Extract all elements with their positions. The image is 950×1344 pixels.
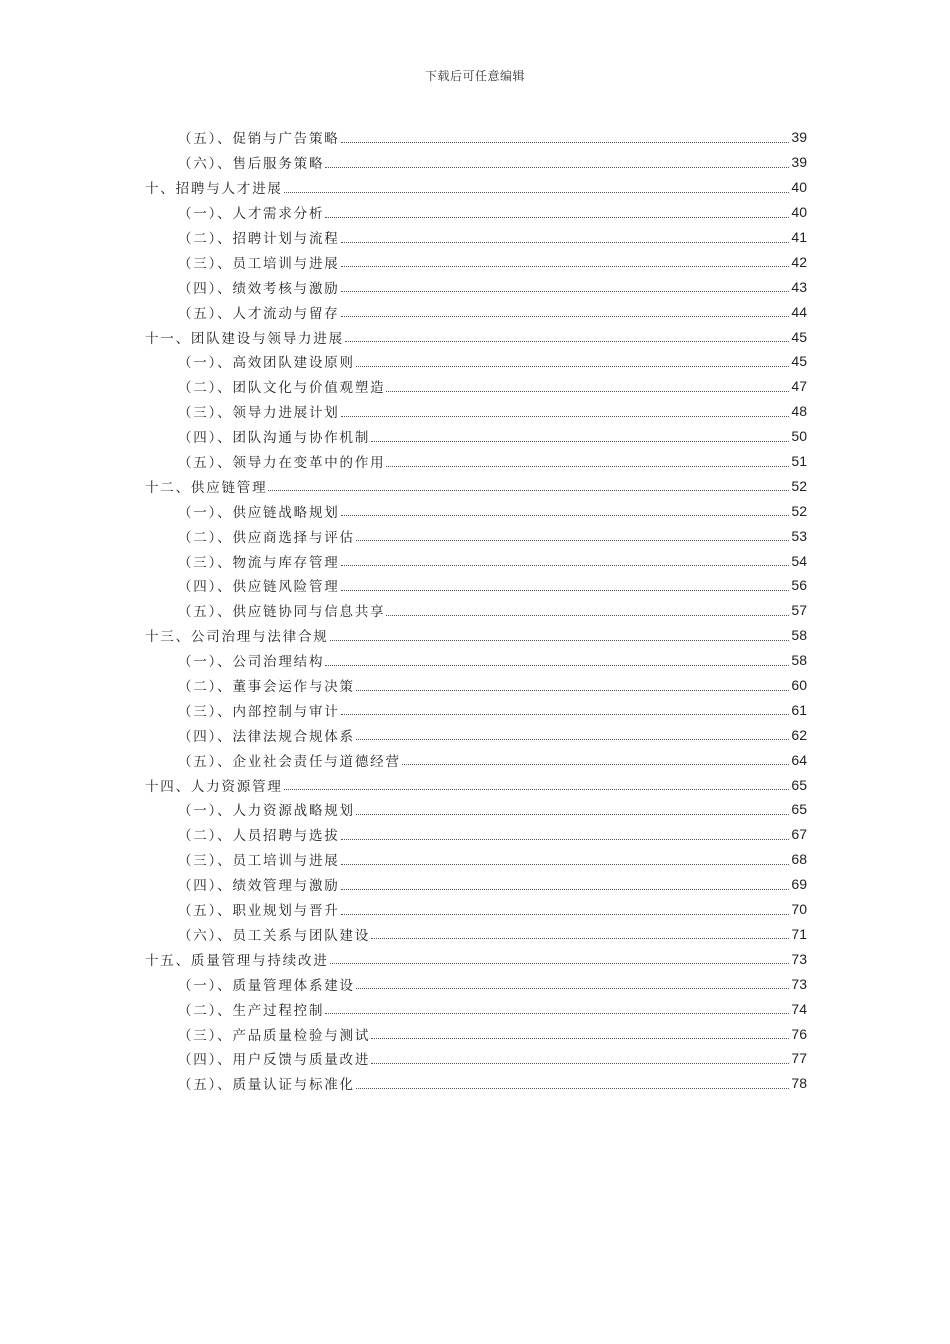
toc-dot-leader — [356, 739, 790, 740]
toc-entry[interactable] — [0, 946, 950, 971]
toc-entry-page-number: 44 — [791, 303, 807, 320]
toc-entry-page-number: 76 — [791, 1025, 807, 1042]
toc-entry-page-number: 67 — [791, 826, 807, 843]
toc-entry-page-number: 74 — [791, 1000, 807, 1017]
toc-entry-page-number: 48 — [791, 403, 807, 420]
toc-entry[interactable] — [0, 697, 950, 722]
toc-dot-leader — [284, 192, 790, 193]
toc-dot-leader — [356, 690, 790, 691]
toc-entry[interactable] — [0, 897, 950, 922]
toc-entry-title: （二）、团队文化与价值观塑造 — [178, 380, 386, 397]
toc-entry[interactable] — [0, 548, 950, 573]
toc-dot-leader — [325, 1013, 789, 1014]
toc-entry-title: （二）、生产过程控制 — [178, 1002, 325, 1019]
toc-entry[interactable] — [0, 399, 950, 424]
toc-entry[interactable] — [0, 747, 950, 772]
toc-dot-leader — [341, 416, 790, 417]
toc-entry-page-number: 65 — [791, 801, 807, 818]
table-of-contents — [0, 125, 950, 1096]
toc-entry-title: 十五、质量管理与持续改进 — [145, 952, 329, 969]
toc-entry[interactable] — [0, 822, 950, 847]
toc-entry-title: （四）、用户反馈与质量改进 — [178, 1052, 371, 1069]
toc-entry-title: （二）、招聘计划与流程 — [178, 231, 340, 247]
toc-entry-title: （四）、法律法规合规体系 — [178, 728, 355, 745]
toc-dot-leader — [330, 963, 790, 964]
toc-entry-page-number: 62 — [791, 726, 807, 743]
toc-dot-leader — [325, 167, 789, 168]
toc-dot-leader — [341, 515, 790, 516]
toc-entry-page-number: 69 — [791, 876, 807, 893]
toc-entry-title: （五）、人才流动与留存 — [178, 305, 340, 322]
toc-entry-title: （五）、促销与广告策略 — [178, 131, 340, 148]
toc-entry-title: （三）、领导力进展计划 — [178, 405, 340, 422]
toc-entry-title: 十三、公司治理与法律合规 — [145, 629, 329, 646]
toc-entry[interactable] — [0, 722, 950, 747]
toc-entry[interactable] — [0, 1046, 950, 1071]
toc-entry[interactable] — [0, 424, 950, 449]
toc-dot-leader — [341, 565, 790, 566]
toc-entry-page-number: 50 — [791, 428, 807, 445]
toc-entry[interactable] — [0, 573, 950, 598]
toc-entry[interactable] — [0, 299, 950, 324]
toc-entry-page-number: 58 — [791, 627, 807, 644]
toc-entry[interactable] — [0, 200, 950, 225]
toc-entry[interactable] — [0, 1021, 950, 1046]
toc-dot-leader — [325, 217, 789, 218]
toc-dot-leader — [356, 366, 790, 367]
page-header: 下载后可任意编辑 — [424, 69, 525, 83]
toc-entry-page-number: 52 — [791, 477, 807, 494]
toc-entry[interactable] — [0, 847, 950, 872]
toc-entry-title: （五）、企业社会责任与道德经营 — [178, 753, 401, 770]
toc-entry-title: （一）、高效团队建设原则 — [178, 355, 355, 372]
toc-entry[interactable] — [0, 274, 950, 299]
toc-entry-page-number: 61 — [791, 701, 807, 718]
toc-entry-title: （四）、团队沟通与协作机制 — [178, 430, 371, 447]
toc-dot-leader — [356, 1088, 790, 1089]
toc-entry[interactable] — [0, 523, 950, 548]
toc-entry-page-number: 45 — [791, 353, 807, 370]
toc-entry-title: （三）、物流与库存管理 — [178, 554, 340, 571]
toc-dot-leader — [371, 441, 789, 442]
toc-entry-page-number: 39 — [791, 129, 807, 146]
toc-entry-title: （三）、员工培训与进展 — [178, 255, 340, 272]
toc-entry-title: 十四、人力资源管理 — [145, 778, 283, 795]
toc-entry-title: （四）、绩效考核与激励 — [178, 280, 340, 297]
toc-entry-title: 十二、供应链管理 — [145, 479, 268, 496]
toc-entry-title: （四）、供应链风险管理 — [178, 579, 340, 596]
toc-entry[interactable] — [0, 225, 950, 250]
toc-dot-leader — [341, 291, 790, 292]
toc-entry-page-number: 56 — [791, 577, 807, 594]
toc-entry-title: （三）、内部控制与审计 — [178, 703, 340, 720]
toc-entry-title: （五）、领导力在变革中的作用 — [178, 455, 386, 472]
toc-entry-title: （二）、人员招聘与选拔 — [178, 828, 340, 845]
toc-entry-page-number: 68 — [791, 851, 807, 868]
toc-entry-page-number: 40 — [791, 179, 807, 196]
toc-dot-leader — [356, 540, 790, 541]
toc-entry[interactable] — [0, 623, 950, 648]
toc-entry[interactable] — [0, 772, 950, 797]
toc-entry-page-number: 41 — [791, 229, 807, 245]
toc-entry[interactable] — [0, 324, 950, 349]
toc-dot-leader — [268, 490, 789, 491]
toc-entry[interactable] — [0, 175, 950, 200]
toc-dot-leader — [345, 341, 790, 342]
toc-entry-page-number: 45 — [791, 328, 807, 345]
toc-entry[interactable] — [0, 648, 950, 673]
toc-entry-page-number: 54 — [791, 552, 807, 569]
toc-dot-leader — [341, 914, 790, 915]
toc-dot-leader — [341, 864, 790, 865]
toc-entry[interactable] — [0, 598, 950, 623]
toc-entry[interactable] — [0, 150, 950, 175]
toc-entry-page-number: 60 — [791, 677, 807, 694]
toc-dot-leader — [284, 789, 790, 790]
toc-dot-leader — [356, 988, 790, 989]
toc-dot-leader — [341, 266, 790, 267]
toc-entry-title: （一）、供应链战略规划 — [178, 504, 340, 521]
toc-dot-leader — [386, 391, 789, 392]
toc-entry[interactable] — [0, 473, 950, 498]
toc-entry-page-number: 70 — [791, 901, 807, 918]
toc-dot-leader — [341, 839, 790, 840]
toc-dot-leader — [341, 590, 790, 591]
toc-entry-title: （一）、人才需求分析 — [178, 206, 325, 223]
toc-entry-page-number: 47 — [791, 378, 807, 395]
toc-entry[interactable] — [0, 971, 950, 996]
toc-entry-title: 十一、团队建设与领导力进展 — [145, 330, 344, 347]
toc-entry-page-number: 42 — [791, 253, 807, 270]
toc-entry-page-number: 43 — [791, 278, 807, 295]
toc-entry[interactable] — [0, 996, 950, 1021]
toc-entry-page-number: 52 — [791, 502, 807, 519]
toc-entry-title: （六）、售后服务策略 — [178, 156, 325, 173]
toc-entry-page-number: 40 — [791, 204, 807, 221]
toc-entry[interactable] — [0, 498, 950, 523]
toc-entry-title: （一）、质量管理体系建设 — [178, 977, 355, 994]
toc-entry-page-number: 51 — [791, 453, 807, 470]
toc-dot-leader — [330, 640, 790, 641]
toc-entry[interactable] — [0, 249, 950, 274]
toc-dot-leader — [341, 142, 790, 143]
toc-dot-leader — [402, 764, 790, 765]
toc-dot-leader — [371, 938, 789, 939]
toc-dot-leader — [341, 242, 790, 243]
toc-dot-leader — [371, 1063, 789, 1064]
toc-dot-leader — [325, 665, 789, 666]
toc-entry[interactable] — [0, 797, 950, 822]
toc-entry[interactable] — [0, 922, 950, 947]
toc-entry-title: （五）、供应链协同与信息共享 — [178, 604, 386, 621]
toc-entry-page-number: 64 — [791, 751, 807, 768]
toc-entry[interactable] — [0, 374, 950, 399]
toc-entry[interactable] — [0, 349, 950, 374]
toc-dot-leader — [386, 615, 789, 616]
toc-entry-title: （三）、产品质量检验与测试 — [178, 1027, 371, 1044]
toc-entry-title: （五）、职业规划与晋升 — [178, 903, 340, 920]
toc-entry-page-number: 53 — [791, 527, 807, 544]
toc-entry-page-number: 39 — [791, 154, 807, 171]
toc-entry[interactable] — [0, 1071, 950, 1096]
toc-entry-page-number: 65 — [791, 776, 807, 793]
toc-entry-title: （六）、员工关系与团队建设 — [178, 927, 371, 944]
toc-dot-leader — [341, 316, 790, 317]
toc-dot-leader — [341, 889, 790, 890]
toc-entry-page-number: 57 — [791, 602, 807, 619]
toc-entry[interactable] — [0, 872, 950, 897]
toc-entry-title: （二）、供应商选择与评估 — [178, 529, 355, 546]
toc-entry-title: （一）、人力资源战略规划 — [178, 803, 355, 820]
toc-entry-title: （四）、绩效管理与激励 — [178, 878, 340, 895]
toc-entry-page-number: 78 — [791, 1075, 807, 1092]
toc-entry[interactable] — [0, 673, 950, 698]
toc-entry[interactable] — [0, 449, 950, 474]
toc-entry-page-number: 58 — [791, 652, 807, 669]
toc-dot-leader — [341, 714, 790, 715]
toc-entry-title: （三）、员工培训与进展 — [178, 853, 340, 870]
toc-entry-title: （五）、质量认证与标准化 — [178, 1077, 355, 1094]
toc-entry-title: 十、招聘与人才进展 — [145, 181, 283, 198]
toc-entry-title: （一）、公司治理结构 — [178, 654, 325, 671]
toc-dot-leader — [371, 1038, 789, 1039]
toc-entry-page-number: 71 — [791, 925, 807, 942]
toc-entry-page-number: 73 — [791, 975, 807, 992]
toc-dot-leader — [356, 814, 790, 815]
toc-entry-page-number: 73 — [791, 950, 807, 967]
toc-dot-leader — [386, 466, 789, 467]
toc-entry-page-number: 77 — [791, 1050, 807, 1067]
toc-entry[interactable] — [0, 125, 950, 150]
toc-entry-title: （二）、董事会运作与决策 — [178, 679, 355, 696]
